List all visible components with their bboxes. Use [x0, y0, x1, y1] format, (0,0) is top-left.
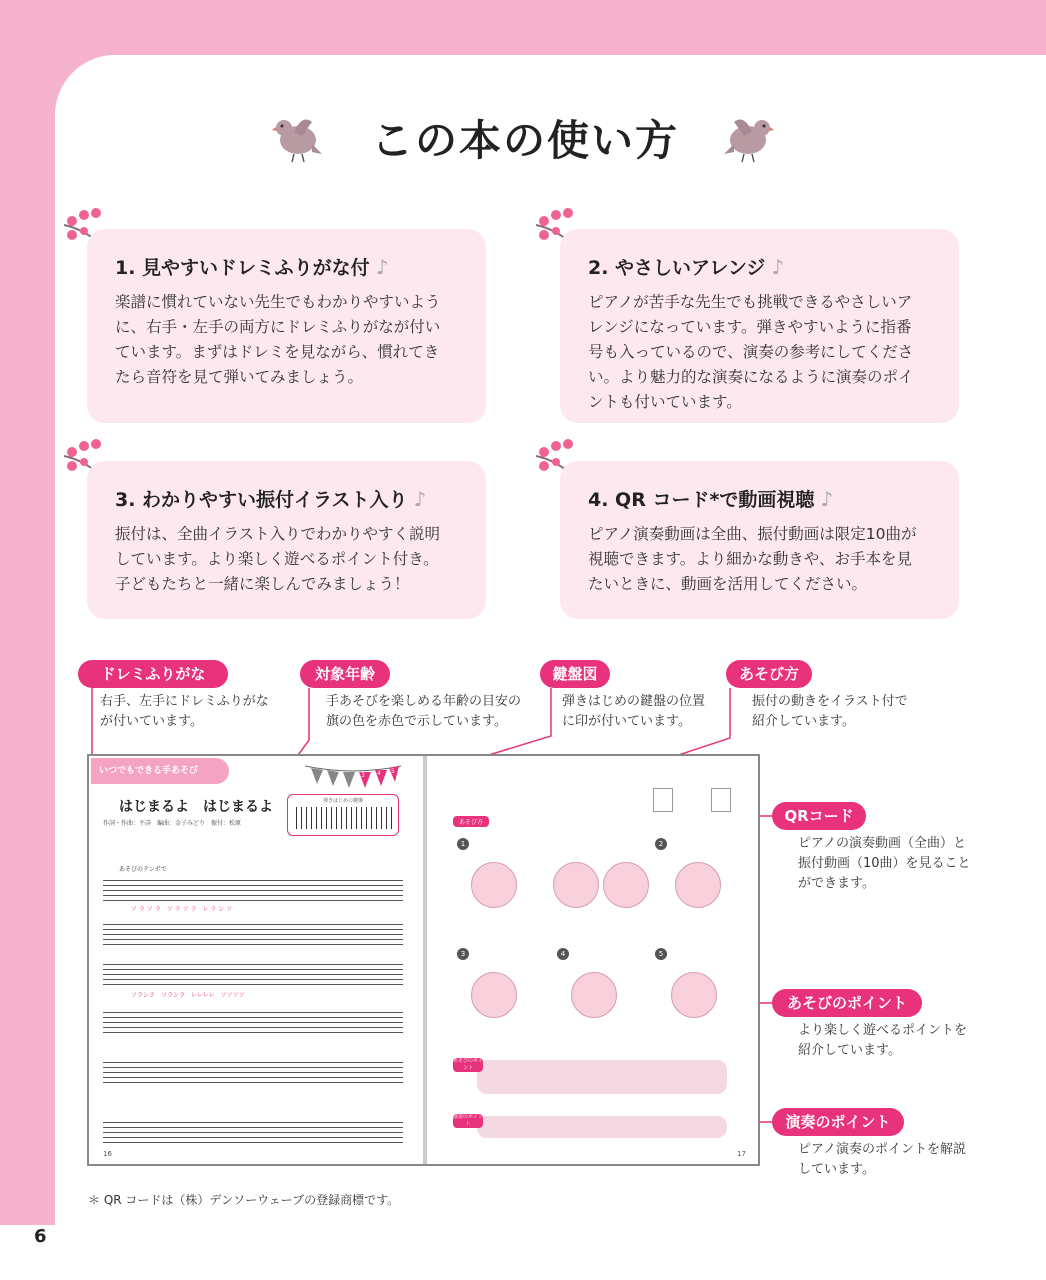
page-number: 6 [34, 1226, 47, 1247]
card-text-line: 号も入っているので、演奏の参考にしてくださ [588, 343, 914, 361]
card-text-line: 視聴できます。より細かな動きや、お手本を見 [588, 550, 912, 568]
sample-right-page-number: 17 [737, 1150, 746, 1158]
desc-line: ができます。 [798, 876, 875, 891]
feature-card-3 [87, 461, 486, 619]
child-illustration [571, 972, 617, 1018]
age-flag-label: 4 [377, 770, 381, 777]
callout-tag-qr: QRコード [772, 802, 866, 830]
card-text-line: ピアノ演奏動画は全曲、振付動画は限定10曲が [588, 525, 917, 543]
desc-line: ピアノ演奏のポイントを解説 [798, 1142, 966, 1157]
child-illustration [675, 862, 721, 908]
desc-line: しています。 [798, 1162, 875, 1177]
step-number: 3 [457, 948, 469, 960]
desc-line: 右手、左手にドレミふりがな [100, 694, 269, 709]
step-number: 2 [655, 838, 667, 850]
music-note-icon: ♪ [820, 486, 834, 511]
card-text-line: い。より魅力的な演奏になるように演奏のポイ [588, 368, 914, 386]
step-number: 5 [655, 948, 667, 960]
card-text-line: しています。より楽しく遊べるポイント付き。 [115, 550, 439, 568]
keyboard-caption: 弾きはじめの鍵盤 [322, 798, 363, 804]
callout-desc-point [798, 1021, 967, 1061]
card-heading: 4. QR コード*で動画視聴 [588, 489, 815, 511]
bird-right-icon [722, 110, 774, 166]
sample-tempo: あそびのテンポで [119, 866, 167, 873]
keyboard-diagram [287, 794, 399, 836]
sample-right-page [427, 758, 757, 1162]
perf-point-box [477, 1116, 727, 1138]
step-number: 1 [457, 838, 469, 850]
desc-line: 振付動画（10曲）を見ること [798, 856, 971, 871]
callout-desc-keyboard [562, 692, 705, 732]
sample-left-page [91, 758, 423, 1162]
music-note-icon: ♪ [771, 254, 785, 279]
play-point-tag: あそびのポイント [453, 1058, 484, 1071]
music-note-icon: ♪ [375, 254, 389, 279]
callout-tag-keyboard: 鍵盤図 [540, 660, 610, 688]
card-text-line: に、右手・左手の両方にドレミふりがなが付い [115, 318, 441, 336]
card-heading: 1. 見やすいドレミふりがな付 [115, 257, 370, 279]
desc-line: 紹介しています。 [798, 1043, 901, 1058]
card-heading: 3. わかりやすい振付イラスト入り [115, 489, 408, 511]
callout-tag-perf: 演奏のポイント [772, 1108, 904, 1136]
child-illustration [471, 862, 517, 908]
solfa-row: ソラシラ ソラシラ レレレレ ソソソソ [131, 992, 245, 999]
music-staff [103, 1062, 403, 1087]
desc-line: 手あそびを楽しめる年齢の目安の [326, 694, 522, 709]
step-number: 4 [557, 948, 569, 960]
sample-song-title: はじまるよ はじまるよ [119, 799, 273, 815]
desc-line: 弾きはじめの鍵盤の位置 [562, 694, 706, 709]
feature-card-4 [560, 461, 959, 619]
sample-credits: 作詞・作曲：不詳 編曲：金子みどり 振付：松原 [103, 820, 242, 827]
card-text-line: たら音符を見て弾いてみましょう。 [115, 368, 364, 386]
child-illustration [471, 972, 517, 1018]
child-illustration [553, 862, 599, 908]
music-staff [103, 964, 403, 989]
desc-line: に印が付いています。 [562, 714, 691, 729]
desc-line: 紹介しています。 [752, 714, 855, 729]
age-flag-label: 5 [391, 768, 395, 775]
footnote: ＊ QR コードは（株）デンソーウェーブの登録商標です。 [88, 1193, 400, 1207]
feature-card-1 [87, 229, 486, 423]
page-footer [0, 1225, 1046, 1280]
card-text-line: 子どもたちと一緒に楽しんでみましょう！ [115, 575, 410, 593]
page-title: この本の使い方 [370, 116, 679, 165]
card-text-line: たいときに、動画を活用してください。 [588, 575, 868, 593]
desc-line: ピアノの演奏動画（全曲）と [798, 836, 966, 851]
piano-keys-icon [292, 807, 394, 829]
callout-desc-qr [798, 834, 971, 894]
card-text-line: 楽譜に慣れていない先生でもわかりやすいよう [115, 293, 441, 311]
callout-desc-doremi [100, 692, 269, 732]
desc-line: より楽しく遊べるポイントを [798, 1023, 968, 1038]
bird-left-icon [272, 110, 324, 166]
age-flag-label: 3 [361, 772, 365, 779]
desc-line: が付いています。 [100, 714, 203, 729]
music-note-icon: ♪ [413, 486, 427, 511]
music-staff [103, 1012, 403, 1037]
callout-tag-age: 対象年齢 [300, 660, 390, 688]
child-illustration [671, 972, 717, 1018]
perf-point-tag: 演奏のポイント [453, 1114, 484, 1127]
play-tag: あそび方 [453, 816, 489, 827]
qr-code-icon [653, 788, 673, 812]
card-text-line: レンジになっています。弾きやすいように指番 [588, 318, 912, 336]
music-staff [103, 924, 403, 949]
callout-desc-age [326, 692, 521, 732]
card-text-line: 振付は、全曲イラスト入りでわかりやすく説明 [115, 525, 441, 543]
card-text-line: ています。まずはドレミを見ながら、慣れてき [115, 343, 440, 361]
qr-code-icon [711, 788, 731, 812]
child-illustration [603, 862, 649, 908]
desc-line: 振付の動きをイラスト付で [752, 694, 908, 709]
callout-desc-perf [798, 1140, 966, 1180]
feature-card-2 [560, 229, 959, 423]
card-text-line: ントも付いています。 [588, 393, 742, 411]
music-staff [103, 880, 403, 905]
solfa-row: ソ ラ ソ ラ ソ ラ ソ ラ レ ラ シ ソ [131, 906, 233, 913]
callout-tag-doremi: ドレミふりがな [78, 660, 228, 688]
sample-banner: いつでもできる手あそび [91, 758, 229, 784]
callout-tag-point: あそびのポイント [772, 989, 922, 1017]
card-text-line: ピアノが苦手な先生でも挑戦できるやさしいア [588, 293, 913, 311]
desc-line: 旗の色を赤色で示しています。 [326, 714, 507, 729]
sample-left-page-number: 16 [103, 1150, 112, 1158]
callout-tag-play: あそび方 [726, 660, 812, 688]
music-staff [103, 1122, 403, 1147]
play-point-box [477, 1060, 727, 1094]
callout-desc-play [752, 692, 908, 732]
card-heading: 2. やさしいアレンジ [588, 257, 766, 279]
sample-page-spread [87, 754, 760, 1166]
age-flags [305, 762, 401, 790]
